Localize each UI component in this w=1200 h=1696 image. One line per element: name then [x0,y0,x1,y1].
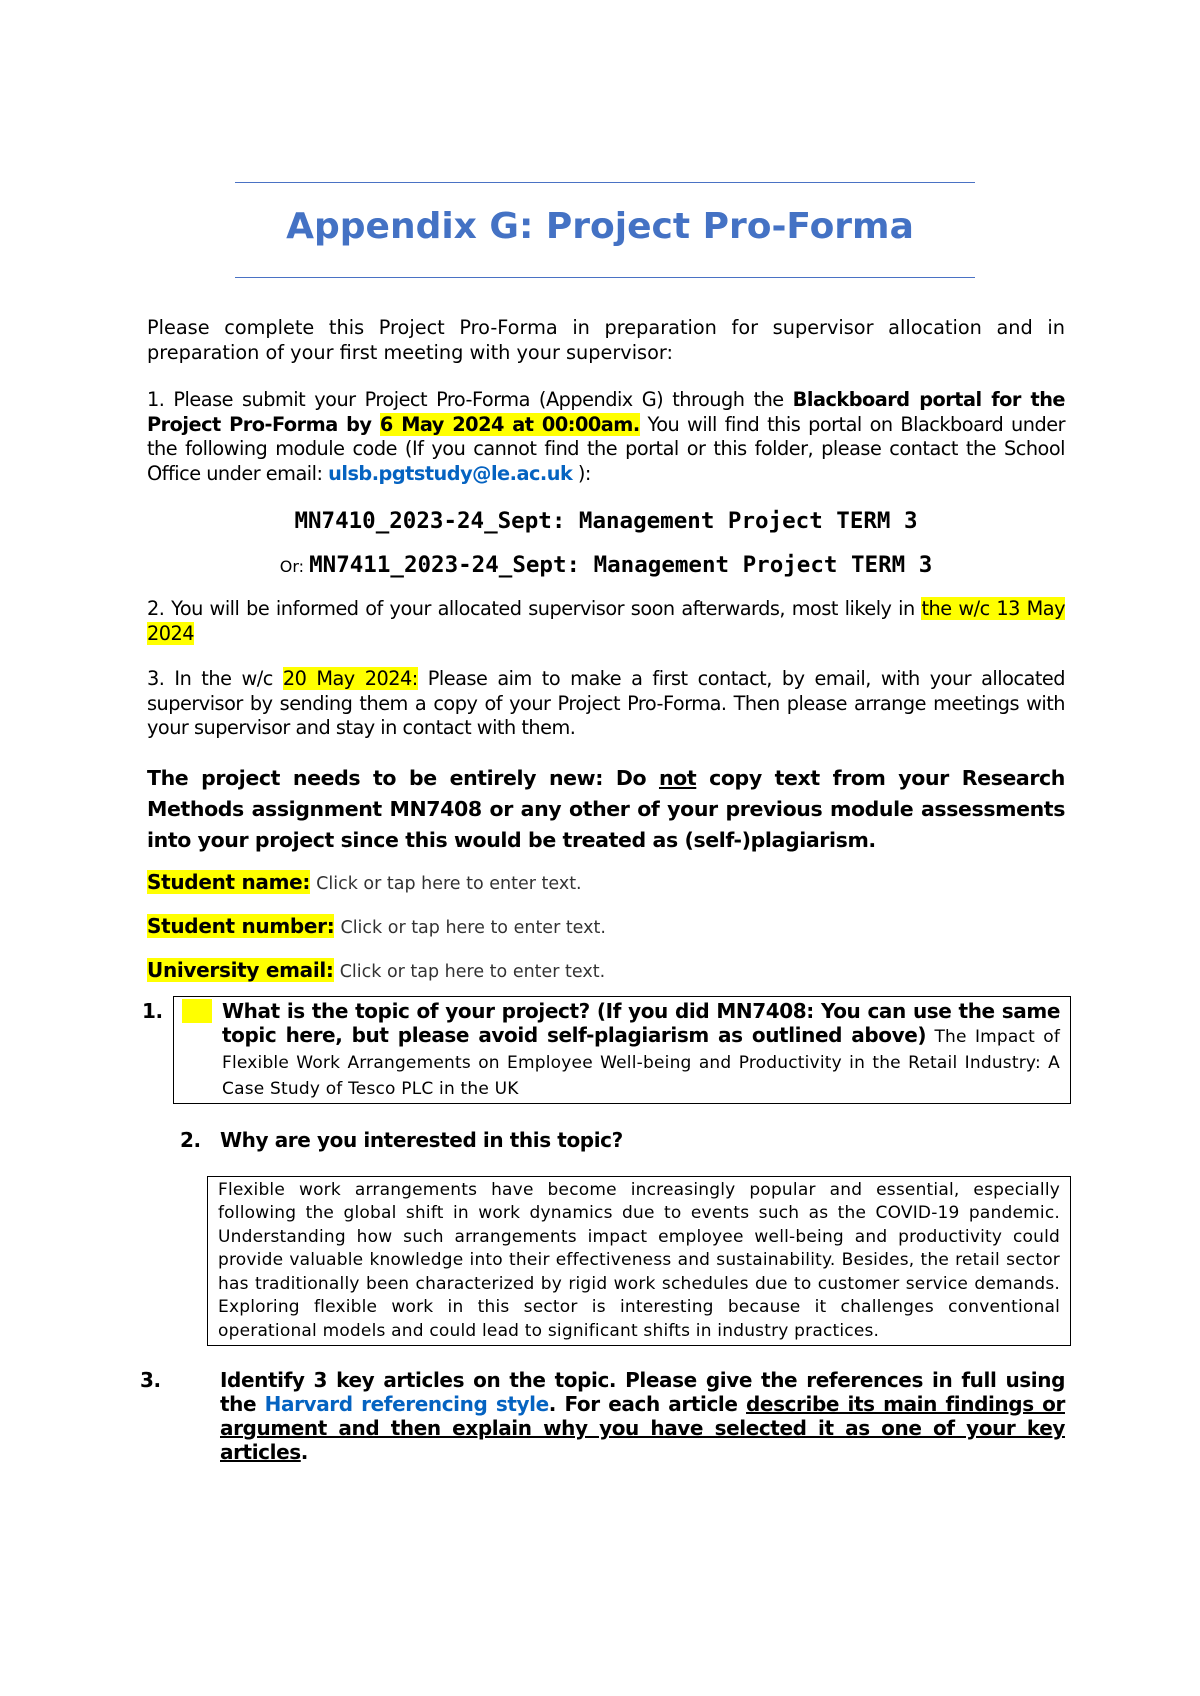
step-1-prefix: 1. Please submit your Project Pro-Forma (Appendix G) through the [147,388,793,411]
question-3-part-2: . For each article [548,1392,747,1416]
question-2-answer-box[interactable] [207,1176,1071,1347]
module-code-2: MN7411_2023-24_Sept: Management Project TERM 3 [309,552,933,578]
student-number-field [147,914,1065,938]
module-code-2-line [147,552,1065,578]
module-or-label: Or: [279,557,310,576]
portal-name: Blackboard portal for the Project Pro-Forma by [147,388,1065,436]
student-name-field [147,870,1065,894]
student-number-label: Student number: [147,913,335,938]
step-2-prefix: 2. You will be informed of your allocated supervisor soon afterwards, most likely in [147,597,922,620]
question-3-underlined: describe its main findings or argument and then explain why you have selected it as one of your key articles [220,1392,1065,1464]
question-2-number: 2. [180,1127,201,1152]
document-body [140,316,1066,1464]
step-1-end: ): [572,461,591,485]
question-1-answer[interactable]: The Impact of Flexible Work Arrangements on Employee Well-being and Productivity in the Retail Industry: A Case Study of Tesco PLC in the UK [222,1026,1061,1099]
module-code-1: MN7410_2023-24_Sept: Management Project TERM 3 [294,508,918,534]
step-3-paragraph [147,667,1065,741]
question-1-text: What is the topic of your project? (If you did MN7408: You can use the same topic here, but please avoid self-plagiarism as outlined above) [222,998,1060,1047]
school-office-email-link[interactable]: ulsb.pgtstudy@le.ac.uk [328,461,573,485]
title-rule-bottom [235,277,975,278]
question-1-number: 1. [182,999,212,1023]
question-3-number: 3. [140,1368,161,1392]
plagiarism-warning [147,763,1065,856]
question-2-answer: Flexible work arrangements have become increasingly popular and essential, especially following the global shift in work dynamics due to events such as the COVID-19 pandemic. Understanding how such arrangements impact employee well-being and productivity could provide valuable knowledge into their effectiveness and sustainability. Besides, the retail sector has traditionally been characterized by rigid work schedules due to customer service demands. Exploring flexible work in this sector is interesting because it challenges conventional operational models and could lead to significant shifts in industry practices. [218,1179,1060,1341]
warning-not: not [658,765,697,790]
question-3-part-1: Identify 3 key articles on the topic. Please give the references in full using the [220,1368,1065,1416]
question-1 [142,998,1061,1101]
warning-part-2: copy text from your Research Methods assignment MN7408 or any other of your previous module assessments into your project since this would be treated as (self-)plagiarism. [147,765,1065,852]
step-3-prefix: 3. In the w/c [147,667,283,690]
harvard-referencing-link[interactable]: Harvard referencing style [264,1392,549,1416]
university-email-label: University email: [147,957,334,982]
step-3-date-highlight: 20 May 2024: [282,667,418,690]
title-rule-top [235,182,975,183]
page-title: Appendix G: Project Pro-Forma [286,206,914,247]
deadline-highlight: 6 May 2024 at 00:00am. [379,412,640,436]
step-2-paragraph [147,597,1065,646]
university-email-input[interactable]: Click or tap here to enter text. [339,961,606,982]
student-name-label: Student name: [147,869,311,894]
student-number-input[interactable]: Click or tap here to enter text. [340,917,606,938]
intro-paragraph: Please complete this Project Pro-Forma in preparation for supervisor allocation and in preparation of your first meeting with your supervisor: [147,316,1065,364]
question-1-box [142,996,1071,1104]
step-3-rest: Please aim to make a first contact, by email, with your allocated supervisor by sending them a copy of your Project Pro-Forma. Then please arrange meetings with your supervisor and stay in contact with them. [147,667,1065,739]
question-3-end: . [300,1440,308,1464]
step-1-rest: You will find this portal on Blackboard under the following module code (If you cannot find the portal or this folder, please contact the School Office under email: [147,412,1066,485]
student-name-input[interactable]: Click or tap here to enter text. [316,873,582,894]
university-email-field [147,958,1065,982]
question-3 [140,1368,1065,1464]
step-2-date-highlight: the w/c 13 May 2024 [147,597,1066,645]
question-2 [180,1128,1065,1152]
warning-part-1: The project needs to be entirely new: Do [147,765,659,790]
question-2-text: Why are you interested in this topic? [220,1127,623,1152]
step-1-paragraph [147,388,1065,486]
